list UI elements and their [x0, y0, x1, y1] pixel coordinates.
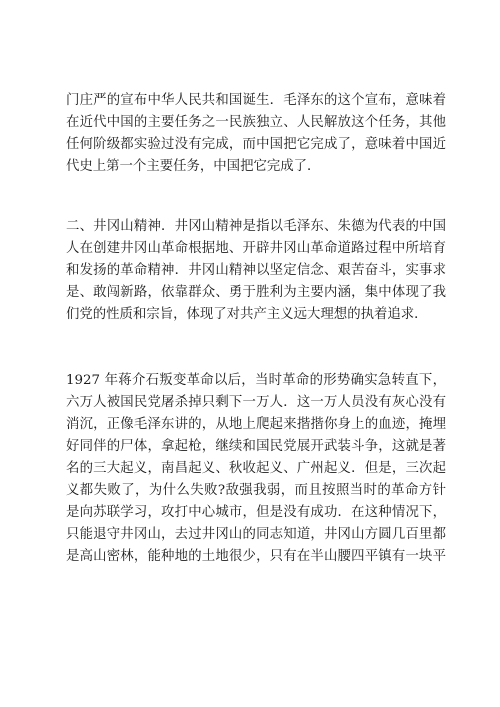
paragraph-jinggangshan-spirit — [66, 216, 446, 326]
text-line: 代史上第一个主要任务，中国把它完成了． — [66, 159, 321, 174]
text-line: 和发扬的革命精神．井冈山精神以坚定信念、艰苦奋斗，实事求 — [66, 263, 446, 278]
text-line: 六万人被国民党屠杀掉只剩下一万人．这一万人员没有灰心没有 — [66, 395, 446, 410]
text-line: 名的三大起义，南昌起义、秋收起义、广州起义．但是，三次起 — [66, 461, 446, 476]
text-line: 1927 年蒋介石叛变革命以后，当时革命的形势确实急转直下， — [66, 373, 446, 388]
text-line: 任何阶级都实验过没有完成，而中国把它完成了，意味着中国近 — [66, 137, 446, 152]
paragraph-1927-history — [66, 370, 446, 568]
text-line: 人在创建井冈山革命根据地、开辟井冈山革命道路过程中所培育 — [66, 241, 446, 256]
text-line: 是、敢闯新路，依靠群众、勇于胜利为主要内涵，集中体现了我 — [66, 285, 446, 300]
text-line: 二、井冈山精神．井冈山精神是指以毛泽东、朱德为代表的中国 — [66, 219, 446, 234]
text-line: 在近代中国的主要任务之一民族独立、人民解放这个任务，其他 — [66, 115, 446, 130]
paragraph-founding-declaration — [66, 90, 446, 178]
text-line: 门庄严的宣布中华人民共和国诞生．毛泽东的这个宣布，意味着 — [66, 93, 446, 108]
text-line: 义都失败了，为什么失败?敌强我弱，而且按照当时的革命方针 — [66, 483, 446, 498]
text-line: 们党的性质和宗旨，体现了对共产主义远大理想的执着追求． — [66, 307, 428, 322]
text-line: 消沉，正像毛泽东讲的，从地上爬起来揩揩你身上的血迹，掩埋 — [66, 417, 446, 432]
text-line: 只能退守井冈山，去过井冈山的同志知道，井冈山方圆几百里都 — [66, 527, 446, 542]
text-line: 是向苏联学习，攻打中心城市，但是没有成功．在这种情况下， — [66, 505, 446, 520]
text-line: 是高山密林，能种地的土地很少，只有在半山腰四平镇有一块平 — [66, 549, 446, 564]
text-line: 好同伴的尸体，拿起枪，继续和国民党展开武装斗争，这就是著 — [66, 439, 446, 454]
